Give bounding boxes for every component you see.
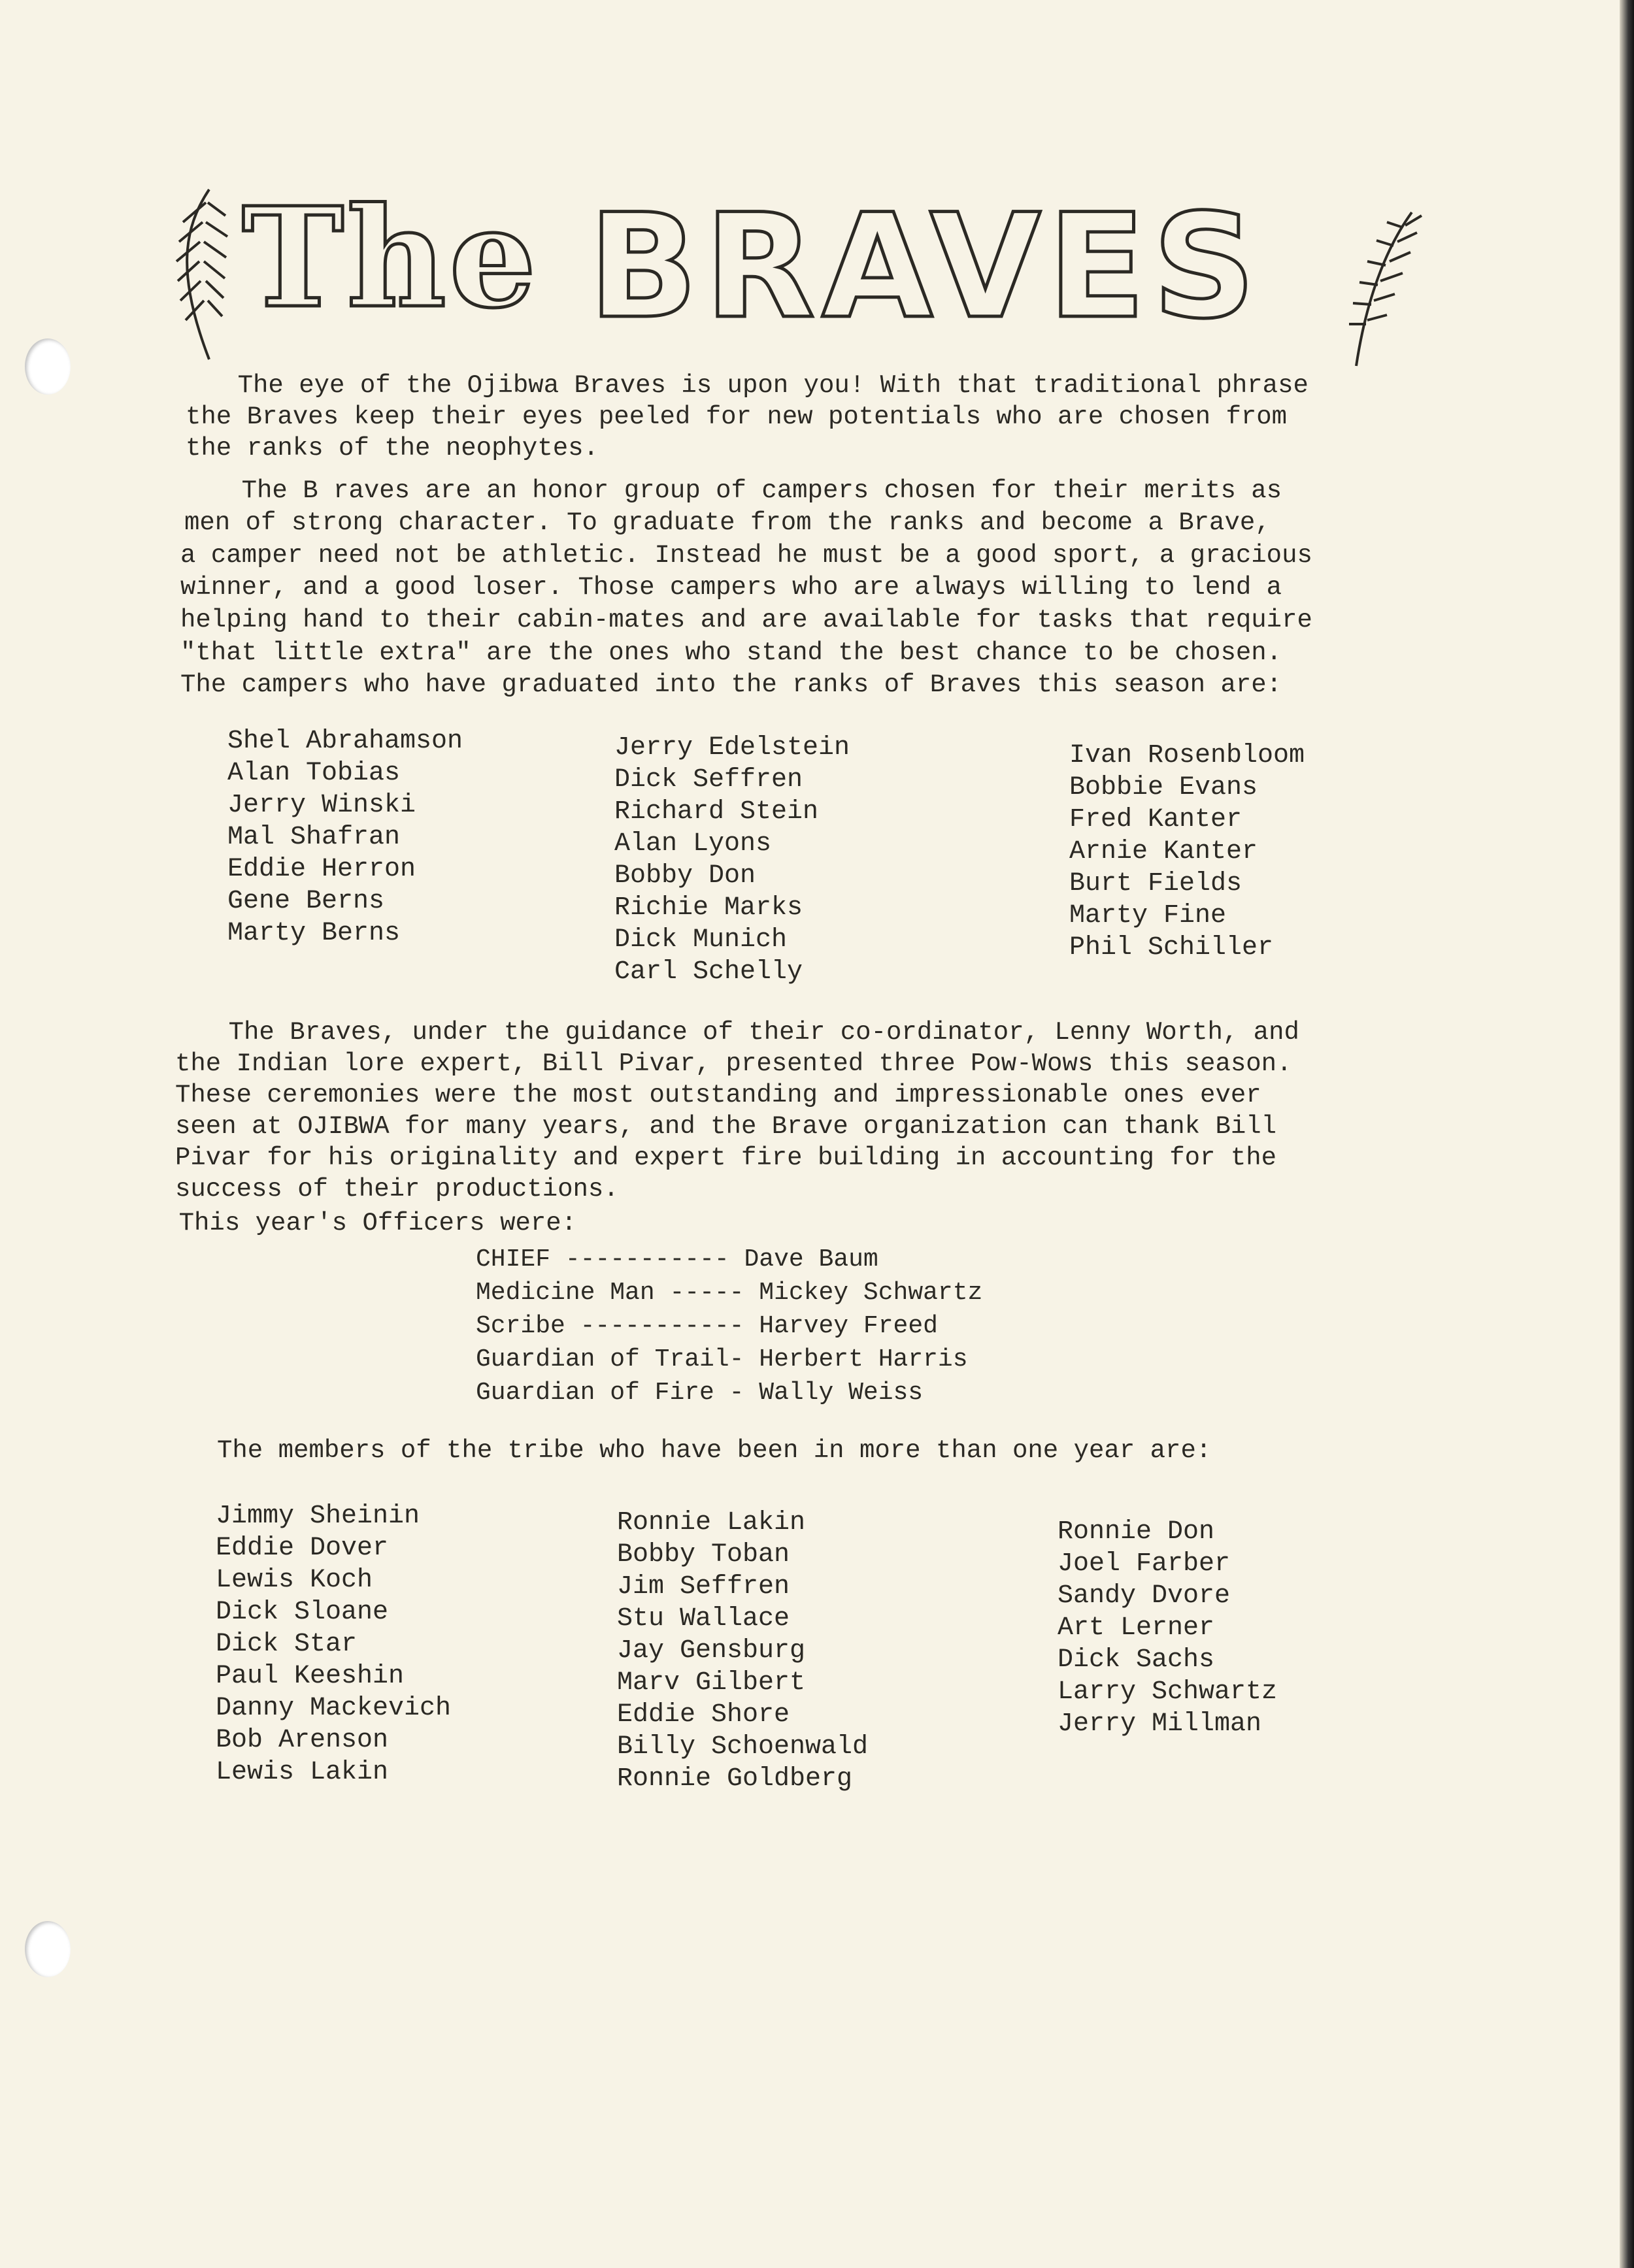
graduates-column-3 [1069, 740, 1305, 964]
list-item: Stu Wallace [617, 1604, 790, 1634]
intro-line: The eye of the Ojibwa Braves is upon you! With that traditional phrase [176, 371, 1309, 400]
members-column-1 [216, 1500, 451, 1788]
list-item: Marty Berns [227, 919, 401, 948]
intro-line: helping hand to their cabin-mates and are available for tasks that require [180, 606, 1312, 634]
list-item: Dick Sloane [216, 1598, 389, 1627]
officer-leader: ----- [654, 1279, 744, 1307]
members-intro: The members of the tribe who have been in more than one year are: [217, 1436, 1212, 1465]
masthead-title-braves: BRAVES [588, 183, 1263, 350]
powwow-line: These ceremonies were the most outstanding and impressionable ones ever [175, 1081, 1261, 1109]
list-item: Marv Gilbert [617, 1668, 806, 1698]
right-feather-icon [1349, 212, 1422, 366]
graduates-column-1 [227, 725, 463, 949]
officer-title: CHIEF [476, 1245, 551, 1274]
powwow-line: seen at OJIBWA for many years, and the Brave organization can thank Bill [175, 1112, 1277, 1141]
graduates-column-2 [614, 732, 850, 988]
list-item: Marty Fine [1069, 901, 1227, 930]
powwow-line: success of their productions. [175, 1175, 619, 1204]
list-item: Joel Farber [1058, 1549, 1231, 1579]
list-item: Alan Tobias [227, 759, 401, 788]
list-item: Dick Seffren [614, 765, 803, 795]
list-item: Art Lerner [1058, 1613, 1215, 1643]
members-column-3 [1058, 1516, 1277, 1740]
list-item: Billy Schoenwald [617, 1732, 869, 1762]
officer-row [476, 1343, 982, 1376]
officer-leader: ----------- [550, 1245, 729, 1274]
list-item: Larry Schwartz [1058, 1677, 1278, 1707]
list-item: Eddie Herron [227, 855, 416, 884]
list-item: Bobby Don [614, 861, 756, 891]
intro-line: winner, and a good loser. Those campers who are always willing to lend a [180, 573, 1282, 602]
list-item: Dick Sachs [1058, 1645, 1215, 1675]
masthead [170, 176, 1425, 372]
intro-line: the Braves keep their eyes peeled for new potentials who are chosen from [186, 403, 1288, 431]
list-item: Bobbie Evans [1069, 773, 1258, 802]
punch-hole [25, 1921, 71, 1977]
powwow-line: The Braves, under the guidance of their co-ordinator, Lenny Worth, and [167, 1018, 1299, 1047]
intro-line: "that little extra" are the ones who stand the best chance to be chosen. [180, 638, 1282, 667]
officer-leader: - [729, 1345, 744, 1373]
officer-title: Scribe [476, 1312, 565, 1340]
list-item: Sandy Dvore [1058, 1581, 1231, 1611]
intro-line: a camper need not be athletic. Instead he must be a good sport, a gracious [180, 541, 1312, 570]
list-item: Eddie Shore [617, 1700, 790, 1730]
officer-row [476, 1309, 982, 1343]
list-item: Lewis Lakin [216, 1758, 389, 1787]
list-item: Arnie Kanter [1069, 837, 1258, 866]
list-item: Jim Seffren [617, 1572, 790, 1602]
intro-line: the ranks of the neophytes. [186, 434, 599, 463]
officer-title: Guardian of Fire [476, 1379, 714, 1407]
list-item: Lewis Koch [216, 1566, 373, 1595]
intro-line: The campers who have graduated into the ranks of Braves this season are: [180, 670, 1282, 699]
officer-name: Herbert Harris [744, 1345, 968, 1373]
officer-title: Medicine Man [476, 1279, 655, 1307]
list-item: Jay Gensburg [617, 1636, 806, 1666]
powwow-line: the Indian lore expert, Bill Pivar, presented three Pow-Wows this season. [175, 1049, 1292, 1078]
officer-name: Harvey Freed [744, 1312, 938, 1340]
powwow-line: Pivar for his originality and expert fire building in accounting for the [175, 1143, 1277, 1172]
list-item: Fred Kanter [1069, 805, 1242, 834]
page-edge [1620, 0, 1634, 2268]
list-item: Richie Marks [614, 893, 803, 923]
masthead-title-the: The [242, 177, 539, 338]
list-item: Phil Schiller [1069, 933, 1274, 962]
list-item: Carl Schelly [614, 957, 803, 987]
list-item: Richard Stein [614, 797, 819, 827]
intro-line: men of strong character. To graduate from the ranks and become a Brave, [184, 508, 1271, 537]
list-item: Jerry Millman [1058, 1709, 1262, 1739]
list-item: Bobby Toban [617, 1540, 790, 1570]
officer-name: Wally Weiss [744, 1379, 924, 1407]
list-item: Shel Abrahamson [227, 727, 463, 756]
officer-row [476, 1243, 982, 1276]
list-item: Jerry Winski [227, 791, 416, 820]
officer-name: Mickey Schwartz [744, 1279, 983, 1307]
list-item: Dick Munich [614, 925, 788, 955]
officer-leader: - [714, 1379, 744, 1407]
officers-list [476, 1243, 982, 1409]
list-item: Eddie Dover [216, 1534, 389, 1563]
officer-name: Dave Baum [729, 1245, 878, 1274]
list-item: Alan Lyons [614, 829, 772, 859]
list-item: Paul Keeshin [216, 1662, 405, 1691]
list-item: Ronnie Don [1058, 1517, 1215, 1547]
powwow-line: This year's Officers were: [118, 1209, 577, 1238]
left-feather-icon [176, 189, 227, 359]
list-item: Burt Fields [1069, 869, 1242, 898]
list-item: Ronnie Goldberg [617, 1764, 853, 1794]
list-item: Gene Berns [227, 887, 385, 916]
list-item: Ivan Rosenbloom [1069, 741, 1305, 770]
list-item: Ronnie Lakin [617, 1508, 806, 1537]
punch-hole [25, 338, 71, 395]
intro-line: The B raves are an honor group of campers chosen for their merits as [180, 476, 1282, 505]
officer-leader: ----------- [565, 1312, 744, 1340]
officer-row [476, 1276, 982, 1309]
list-item: Jerry Edelstein [614, 733, 850, 763]
list-item: Mal Shafran [227, 823, 401, 852]
officer-title: Guardian of Trail [476, 1345, 729, 1373]
officer-row [476, 1376, 982, 1409]
list-item: Dick Star [216, 1630, 358, 1659]
members-column-2 [617, 1507, 868, 1795]
list-item: Jimmy Sheinin [216, 1502, 420, 1531]
list-item: Bob Arenson [216, 1726, 389, 1755]
list-item: Danny Mackevich [216, 1694, 452, 1723]
